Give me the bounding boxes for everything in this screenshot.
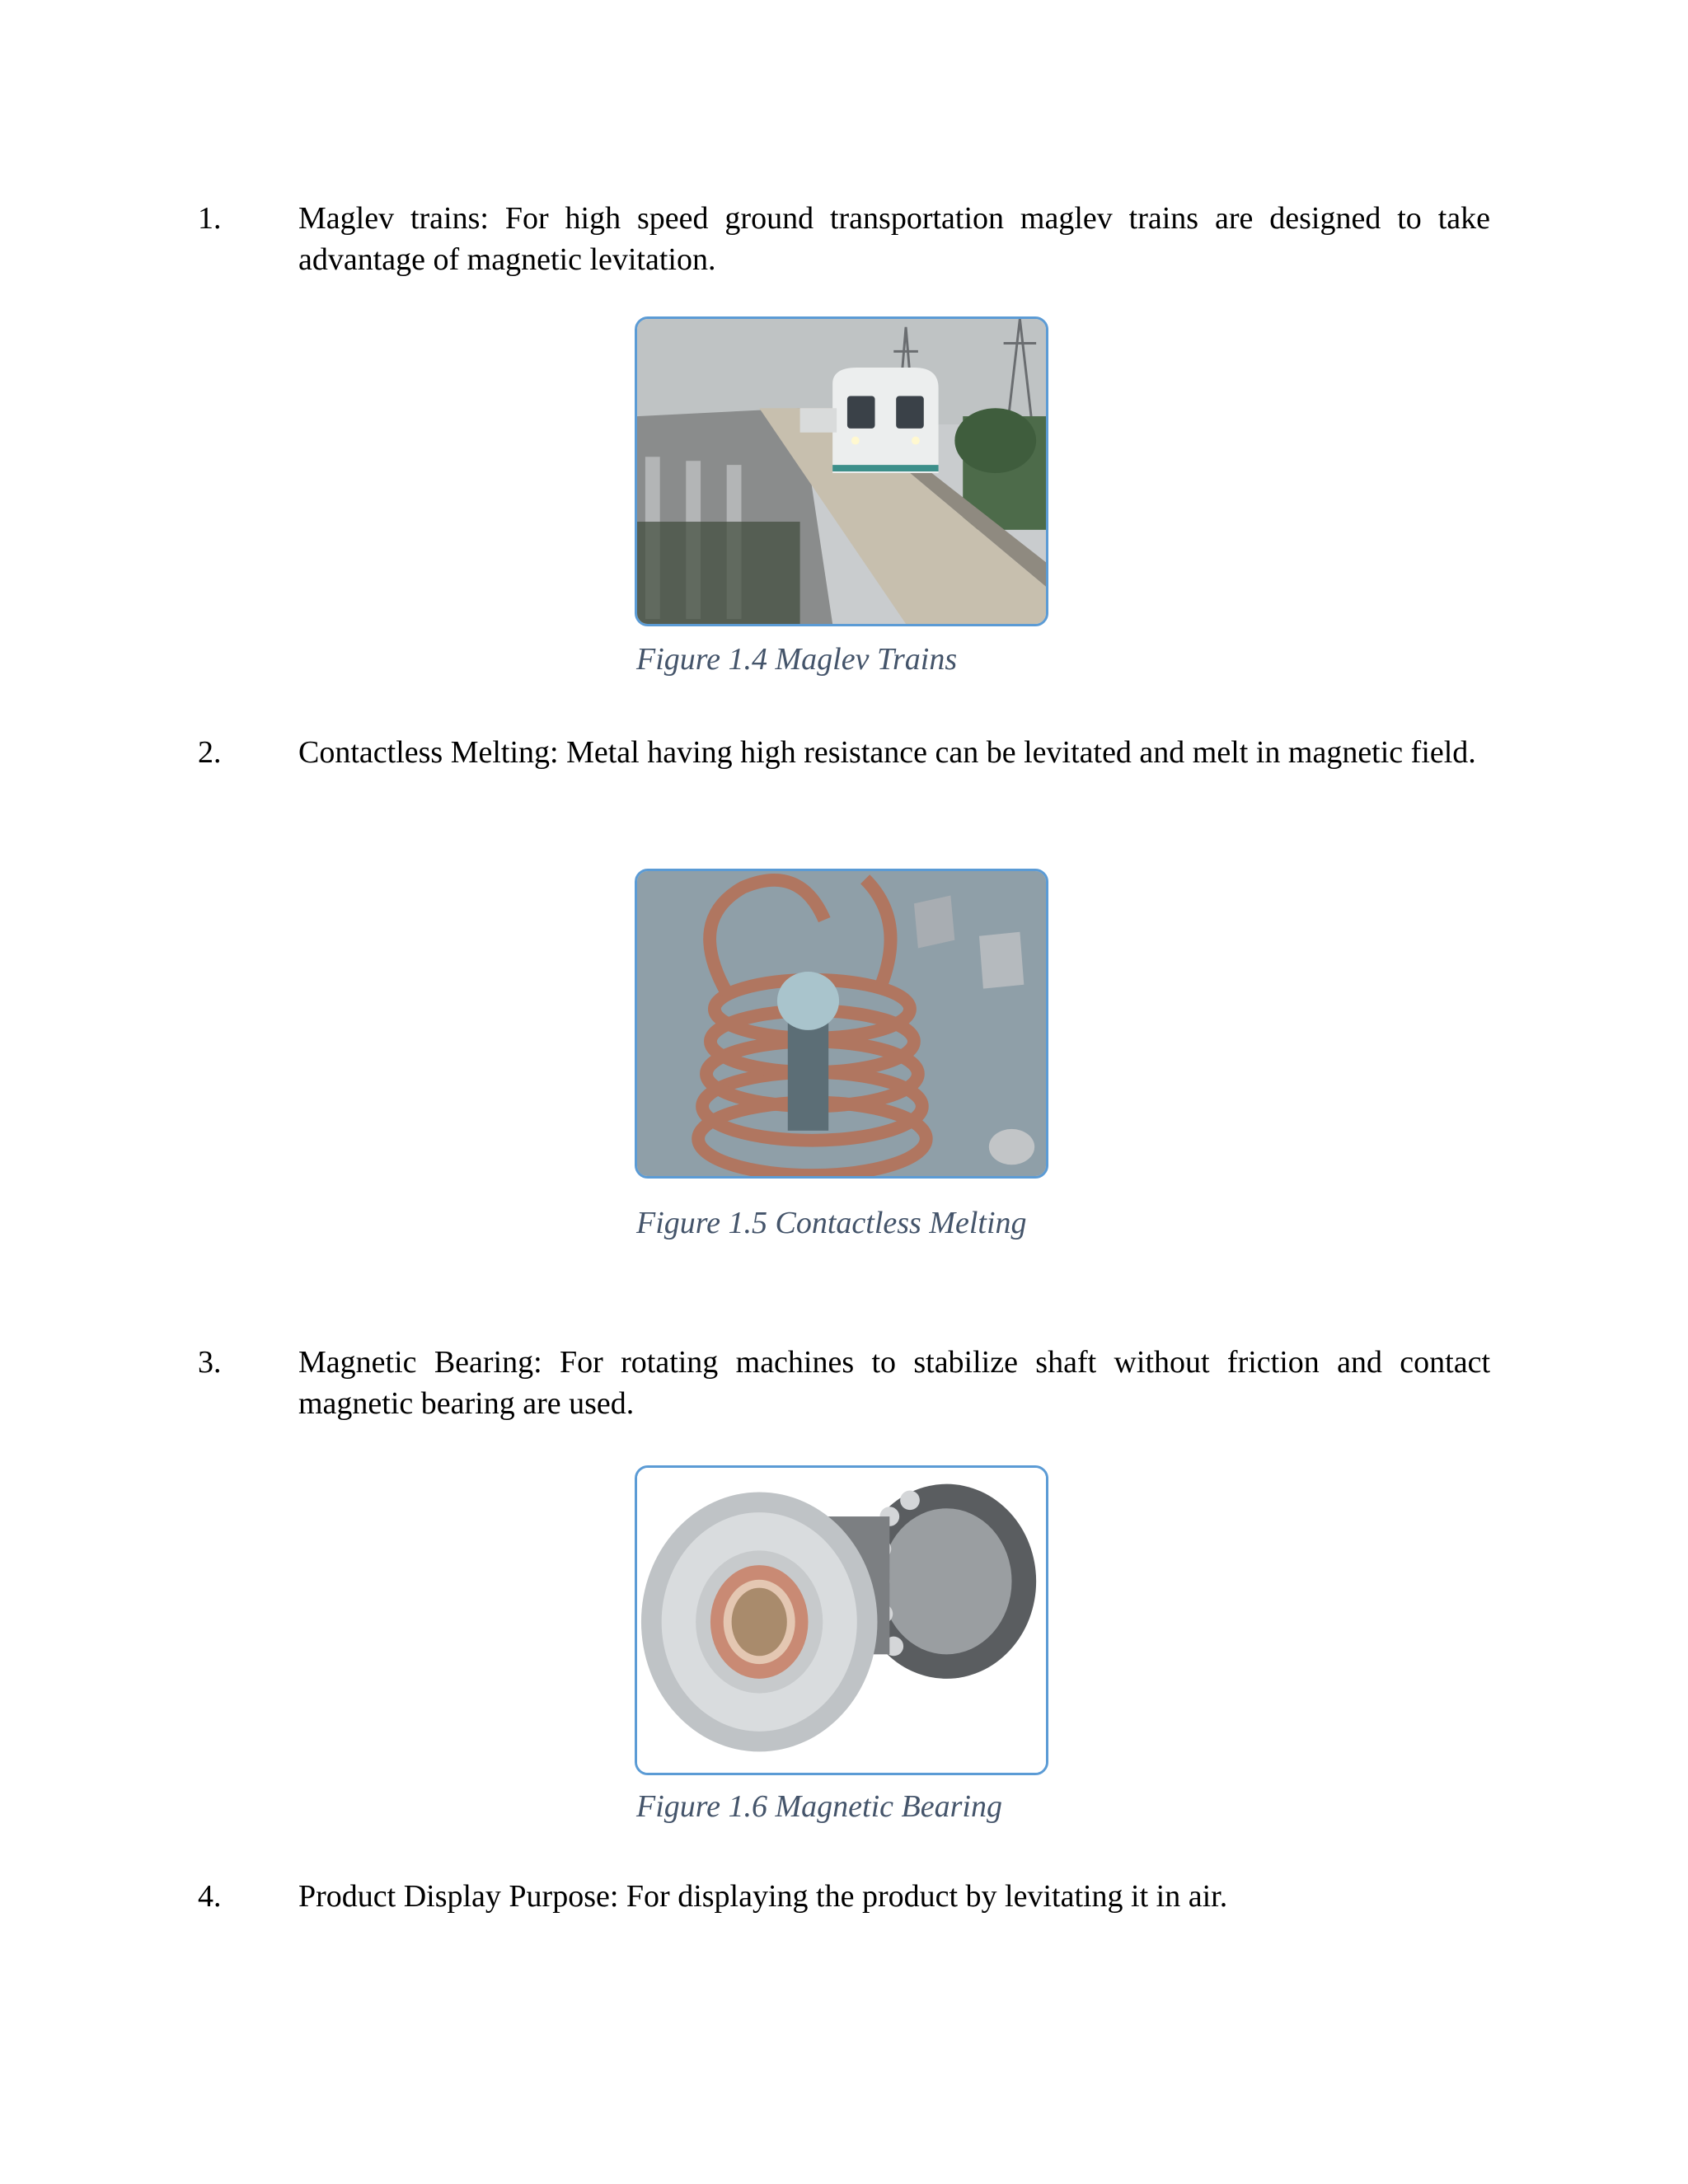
figure-caption: Figure 1.6 Magnetic Bearing: [636, 1789, 1002, 1824]
list-number: 3.: [198, 1345, 222, 1380]
list-text: Magnetic Bearing: For rotating machines to stabilize shaft without friction and contact magnetic bearing are used.: [298, 1345, 1490, 1421]
maglev-train-image: [635, 316, 1048, 626]
list-text: Product Display Purpose: For displaying the product by levitating it in air.: [298, 1879, 1228, 1914]
list-number: 4.: [198, 1879, 222, 1914]
list-item: [198, 1876, 1490, 1925]
contactless-melting-image: [635, 869, 1048, 1179]
magnetic-bearing-image: [635, 1465, 1048, 1775]
list-item: [198, 732, 1490, 814]
figure-caption: Figure 1.4 Maglev Trains: [636, 642, 958, 677]
list-number: 2.: [198, 735, 222, 770]
list-number: 1.: [198, 201, 222, 236]
list-item: [198, 198, 1490, 280]
list-text: Maglev trains: For high speed ground transportation maglev trains are designed to take advantage of magnetic levitation.: [298, 201, 1490, 277]
list-text: Contactless Melting: Metal having high resistance can be levitated and melt in magnetic field.: [298, 735, 1476, 770]
figure-caption: Figure 1.5 Contactless Melting: [636, 1206, 1027, 1240]
list-item: [198, 1342, 1490, 1424]
